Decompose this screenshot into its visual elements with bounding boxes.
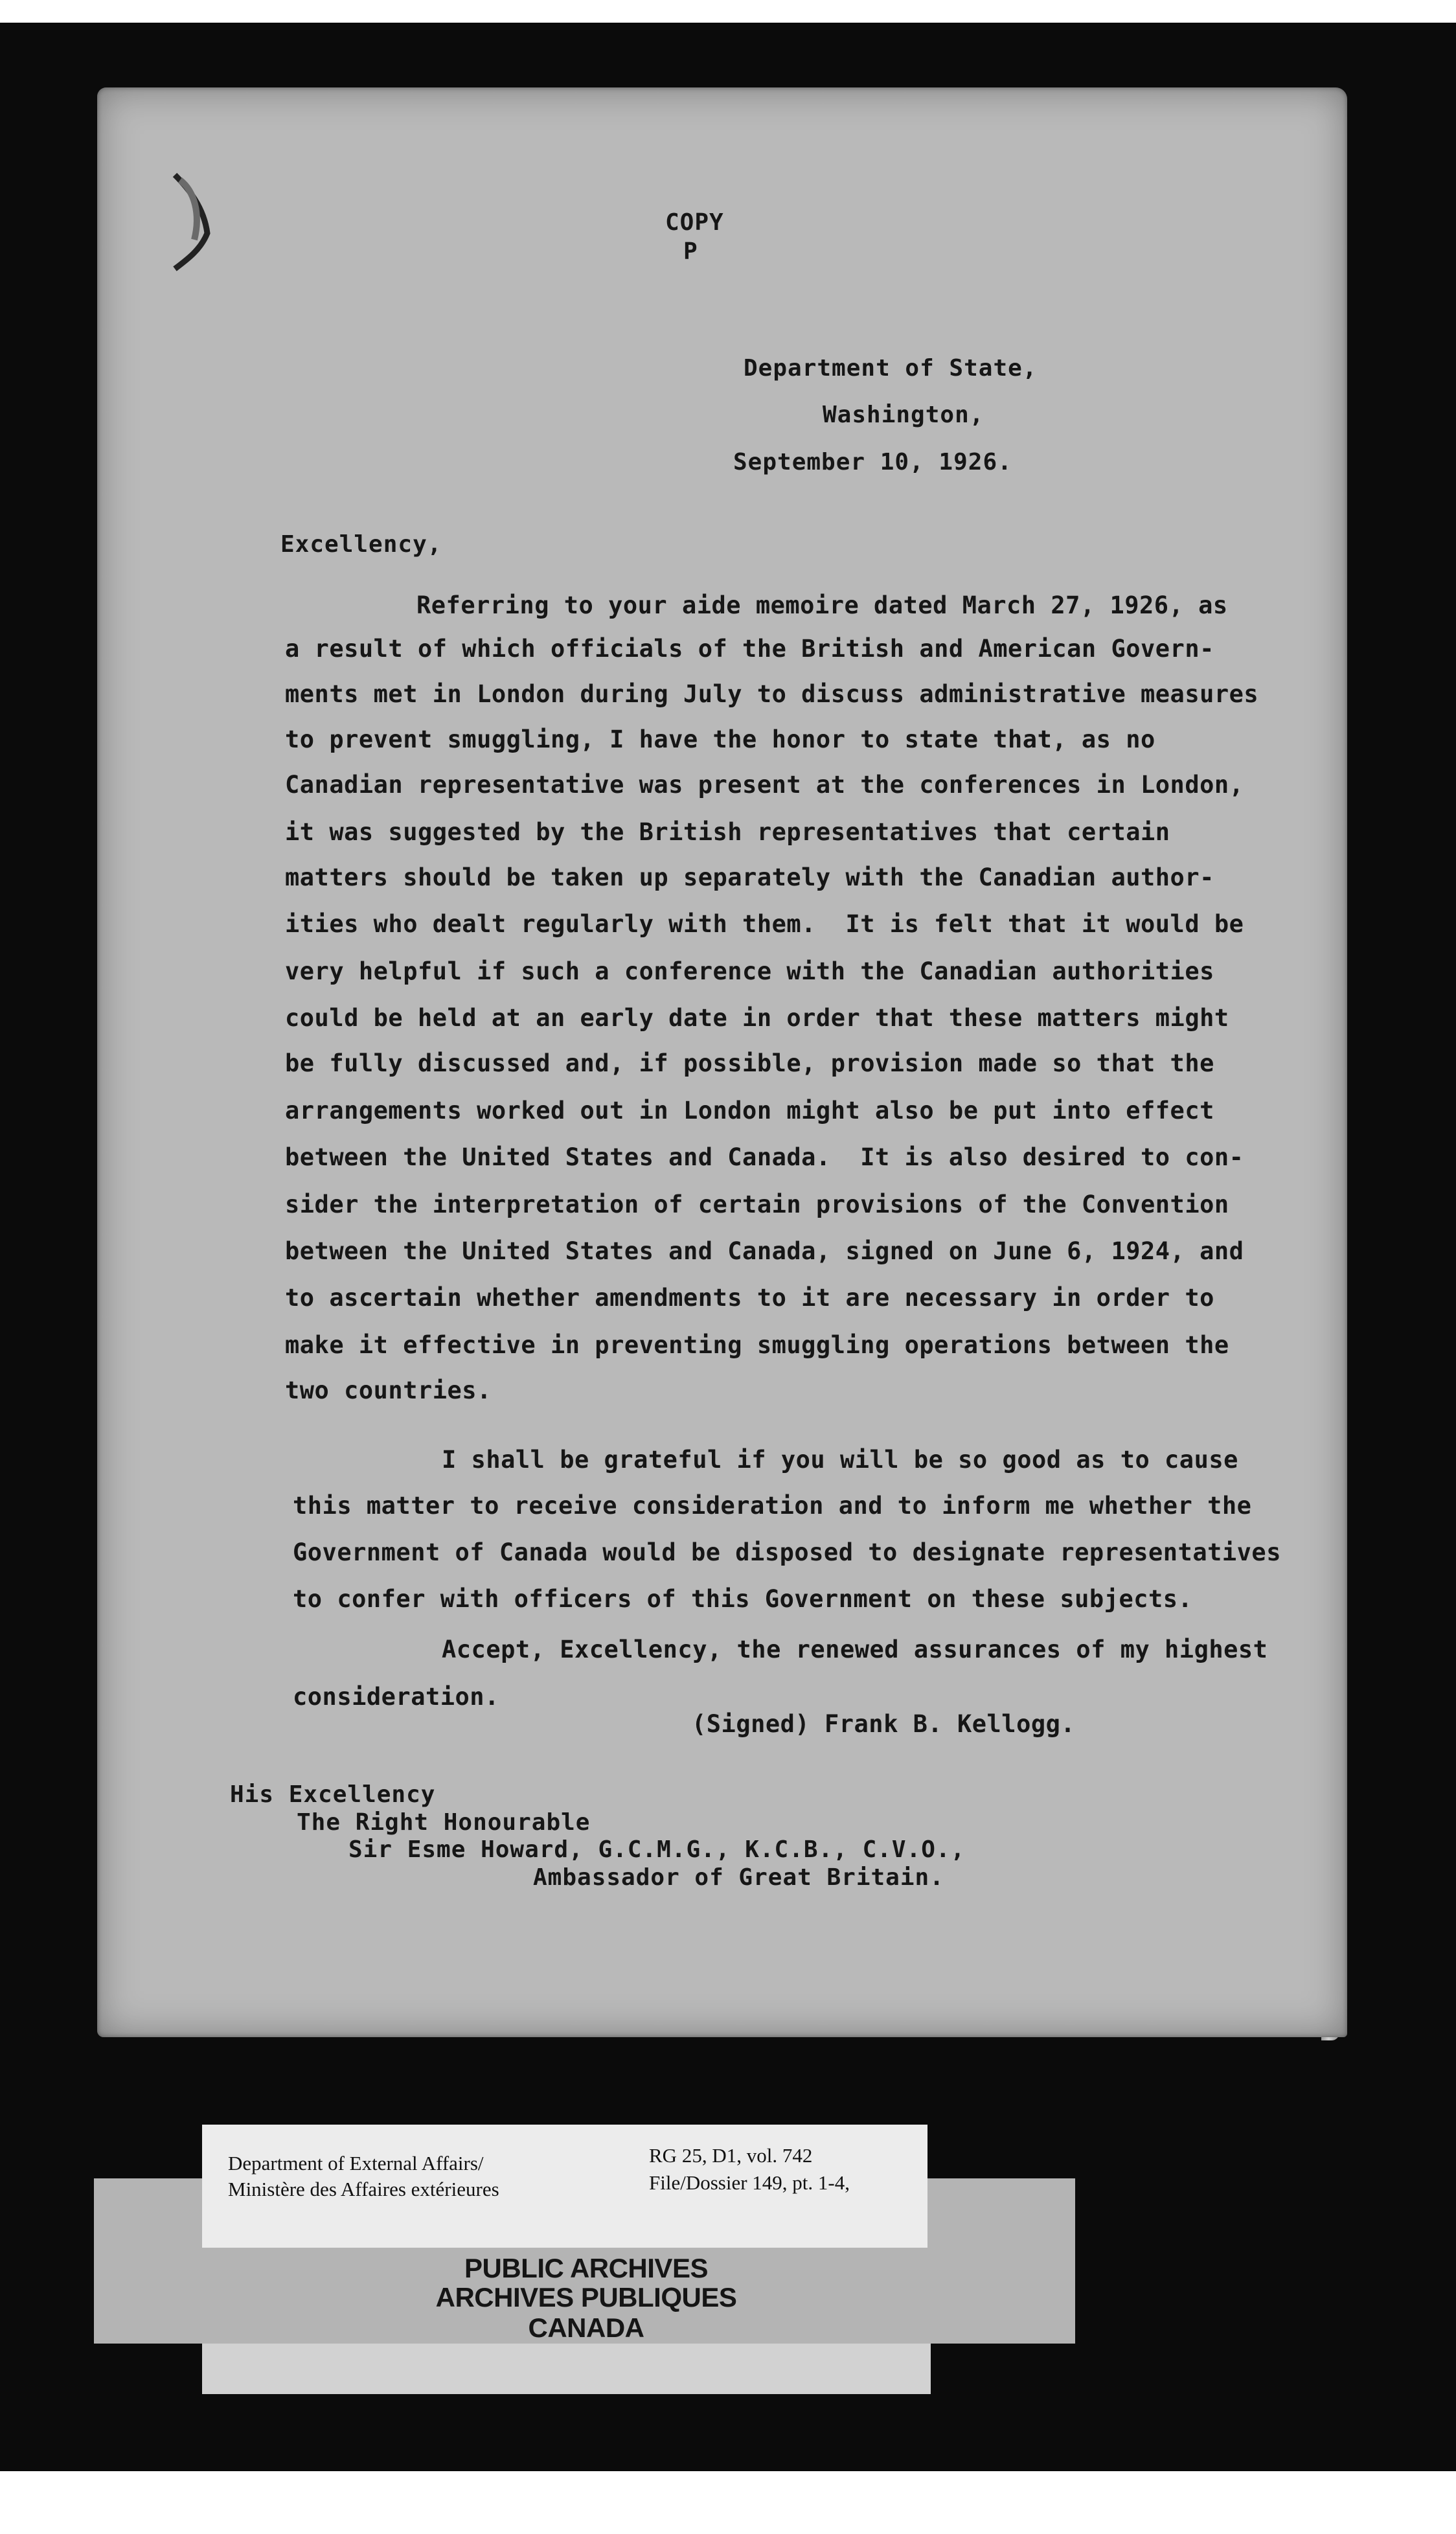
body-line: two countries.	[285, 1376, 492, 1404]
body-line: ments met in London during July to discuss administrative measures	[285, 680, 1259, 708]
body-line: this matter to receive consideration and to inform me whether the	[293, 1492, 1252, 1520]
body-line: to ascertain whether amendments to it are necessary in order to	[285, 1284, 1214, 1312]
closing-line: consideration.	[293, 1683, 499, 1711]
body-line: sider the interpretation of certain provisions of the Convention	[285, 1191, 1229, 1218]
body-line: to prevent smuggling, I have the honor to state that, as no	[285, 725, 1155, 753]
archive-stamp-line: CANADA	[528, 2312, 644, 2343]
body-line: Government of Canada would be disposed to designate representatives	[293, 1538, 1281, 1566]
body-line: I shall be grateful if you will be so good as to cause	[442, 1446, 1238, 1474]
copy-sub-mark: P	[683, 238, 698, 265]
paper-crease-mark	[97, 110, 233, 279]
body-line: ities who dealt regularly with them. It is felt that it would be	[285, 910, 1244, 938]
body-line: between the United States and Canada, signed on June 6, 1924, and	[285, 1237, 1244, 1265]
addressee-line: The Right Honourable	[297, 1809, 591, 1836]
body-line: arrangements worked out in London might also be put into effect	[285, 1097, 1214, 1124]
body-line: could be held at an early date in order that these matters might	[285, 1004, 1229, 1032]
archive-dept-fr: Ministère des Affaires extérieures	[228, 2178, 499, 2200]
archive-stamp-line: ARCHIVES PUBLIQUES	[435, 2282, 737, 2312]
body-line: very helpful if such a conference with the Canadian authorities	[285, 957, 1214, 985]
archive-reference-label	[202, 2125, 927, 2248]
body-line: between the United States and Canada. It is also desired to con-	[285, 1143, 1244, 1171]
archive-dept-en: Department of External Affairs/	[228, 2152, 484, 2174]
body-line: to confer with officers of this Government on these subjects.	[293, 1585, 1193, 1613]
addressee-line: Ambassador of Great Britain.	[533, 1864, 944, 1891]
archive-ref-volume: RG 25, D1, vol. 742	[649, 2144, 813, 2167]
body-line: be fully discussed and, if possible, provision made so that the	[285, 1049, 1214, 1077]
copy-mark: COPY	[665, 209, 724, 236]
body-line: make it effective in preventing smuggling operations between the	[285, 1331, 1229, 1359]
body-line: it was suggested by the British representatives that certain	[285, 818, 1170, 846]
closing-line: Accept, Excellency, the renewed assurances of my highest	[442, 1636, 1268, 1663]
salutation: Excellency,	[280, 531, 442, 558]
body-line: a result of which officials of the British and American Govern-	[285, 635, 1214, 663]
archive-ref-file: File/Dossier 149, pt. 1-4,	[649, 2171, 850, 2194]
archive-stamp-footer	[202, 2344, 931, 2394]
signature: (Signed) Frank B. Kellogg.	[692, 1710, 1076, 1738]
body-line: Referring to your aide memoire dated March 27, 1926, as	[416, 591, 1228, 619]
addressee-line: Sir Esme Howard, G.C.M.G., K.C.B., C.V.O.,	[348, 1836, 966, 1863]
sender-city: Washington,	[823, 402, 984, 428]
archive-stamp-line: PUBLIC ARCHIVES	[464, 2253, 708, 2283]
sender-department: Department of State,	[744, 355, 1038, 382]
body-line: matters should be taken up separately with the Canadian author-	[285, 863, 1214, 891]
addressee-line: His Excellency	[230, 1781, 436, 1808]
body-line: Canadian representative was present at the conferences in London,	[285, 771, 1244, 799]
letter-date: September 10, 1926.	[733, 449, 1012, 475]
